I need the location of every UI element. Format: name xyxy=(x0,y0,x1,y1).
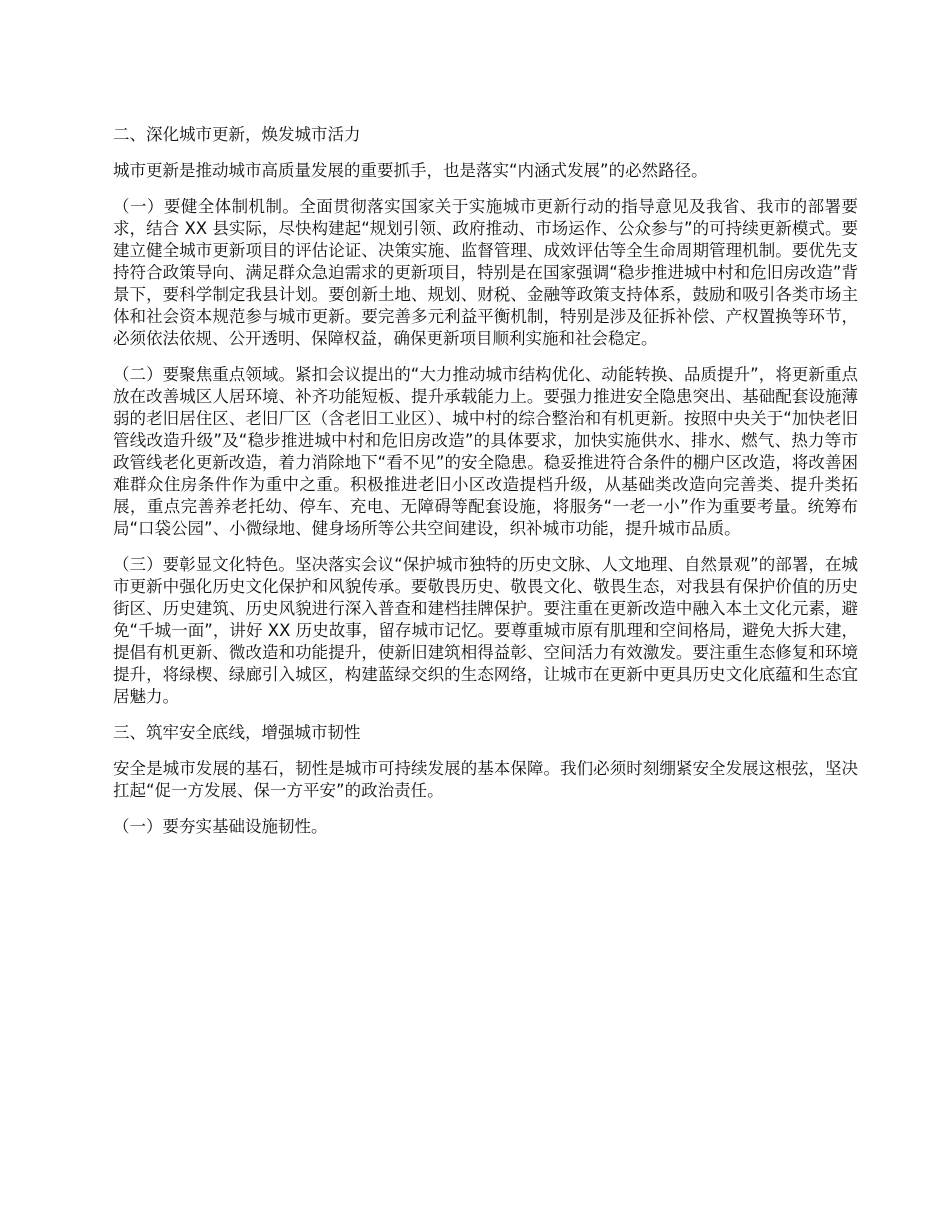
paragraph-safety-intro: 安全是城市发展的基石，韧性是城市可持续发展的基本保障。我们必须时刻绷紧安全发展这根弦，坚决扛起“促一方发展、保一方平安”的政治责任。 xyxy=(113,759,858,800)
paragraph-infrastructure-resilience: （一）要夯实基础设施韧性。 xyxy=(113,817,328,836)
paragraph-institutional-mechanism: （一）要健全体制机制。全面贯彻落实国家关于实施城市更新行动的指导意见及我省、我市的部署要求，结合 XX 县实际，尽快构建起“规划引领、政府推动、市场运作、公众参与”的可持续更新模式。要建立健全城市更新项目的评估论证、决策实施、监督管理、成效评估等全生命周期管理机制。要优先支持符合政策导向、满足群众急迫需求的更新项目，特别是在国家强调“稳步推进城中村和危旧房改造”背景下，要科学制定我县计划。要创新土地、规划、财税、金融等政策支持体系，鼓励和吸引各类市场主体和社会资本规范参与城市更新。要完善多元利益平衡机制，特别是涉及征拆补偿、产权置换等环节，必须依法依规、公开透明、保障权益，确保更新项目顺利实施和社会稳定。 xyxy=(113,197,858,348)
document-page xyxy=(113,124,858,852)
section-heading-3: 三、筑牢安全底线，增强城市韧性 xyxy=(113,723,361,742)
paragraph-key-areas: （二）要聚焦重点领域。紧扣会议提出的“大力推动城市结构优化、动能转换、品质提升”，将更新重点放在改善城区人居环境、补齐功能短板、提升承载能力上。要强力推进安全隐患突出、基础配套设施薄弱的老旧居住区、老旧厂区（含老旧工业区）、城中村的综合整治和有机更新。按照中央关于“加快老旧管线改造升级”及“稳步推进城中村和危旧房改造”的具体要求，加快实施供水、排水、燃气、热力等市政管线老化更新改造，着力消除地下“看不见”的安全隐患。稳妥推进符合条件的棚户区改造，将改善困难群众住房条件作为重中之重。积极推进老旧小区改造提档升级，从基础类改造向完善类、提升类拓展，重点完善养老托幼、停车、充电、无障碍等配套设施，将服务“一老一小”作为重要考量。统筹布局“口袋公园”、小微绿地、健身场所等公共空间建设，织补城市功能，提升城市品质。 xyxy=(113,365,858,538)
paragraph-intro-urban-renewal: 城市更新是推动城市高质量发展的重要抓手，也是落实“内涵式发展”的必然路径。 xyxy=(113,161,708,180)
section-heading-2: 二、深化城市更新，焕发城市活力 xyxy=(113,125,361,144)
paragraph-cultural-features: （三）要彰显文化特色。坚决落实会议“保护城市独特的历史文脉、人文地理、自然景观”的部署，在城市更新中强化历史文化保护和风貌传承。要敬畏历史、敬畏文化、敬畏生态，对我县有保护价值的历史街区、历史建筑、历史风貌进行深入普查和建档挂牌保护。要注重在更新改造中融入本土文化元素，避免“千城一面”，讲好 XX 历史故事，留存城市记忆。要尊重城市原有肌理和空间格局，避免大拆大建，提倡有机更新、微改造和功能提升，使新旧建筑相得益彰、空间活力有效激发。要注重生态修复和环境提升，将绿楔、绿廊引入城区，构建蓝绿交织的生态网络，让城市在更新中更具历史文化底蕴和生态宜居魅力。 xyxy=(113,555,858,706)
